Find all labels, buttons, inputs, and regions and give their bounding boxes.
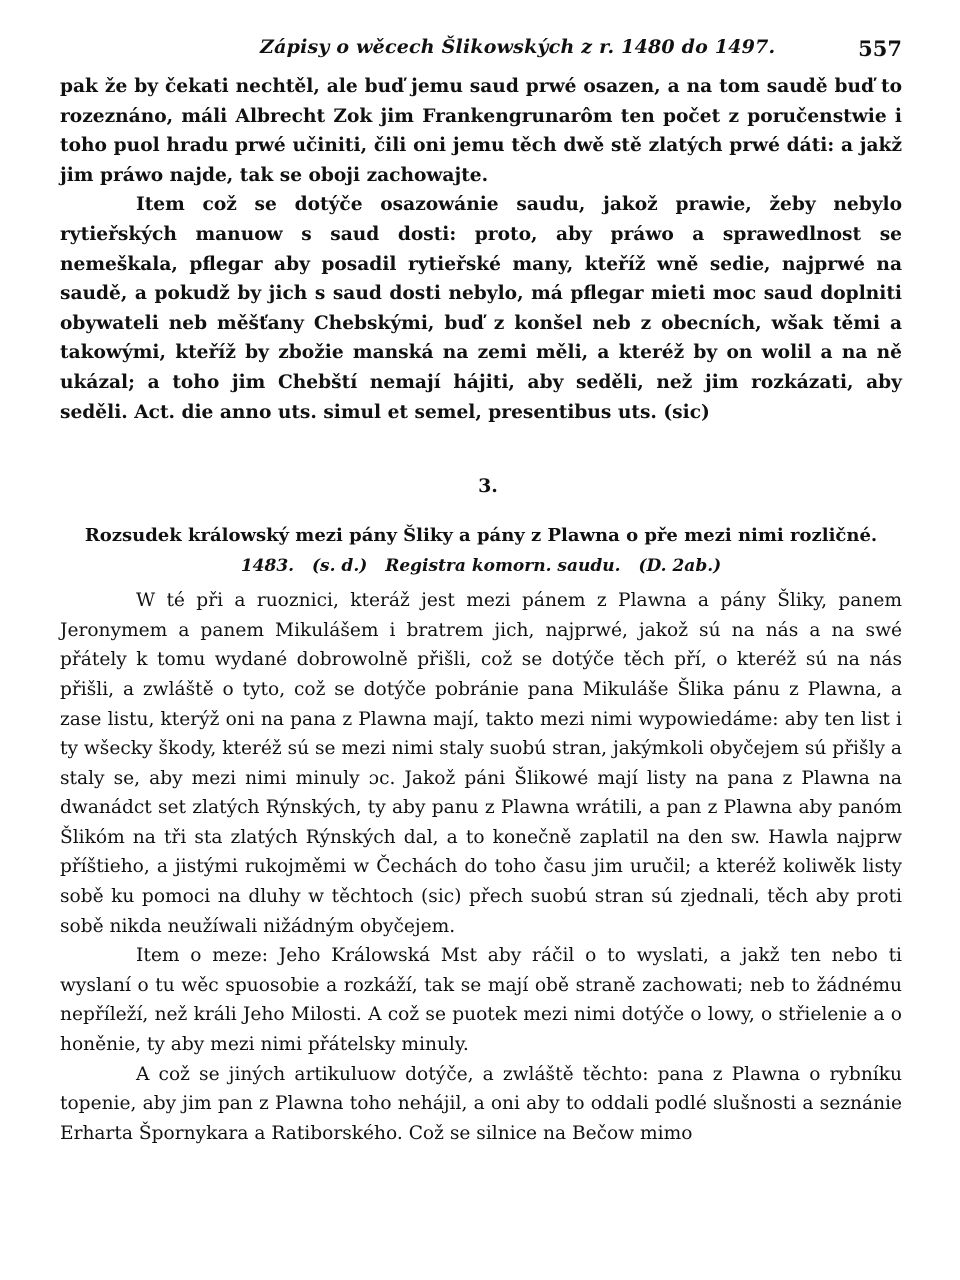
- document-meta: [60, 556, 902, 576]
- body-paragraph: Item o meze: Jeho Králowská Mst aby ráčil o to wyslati, a jakž ten nebo ti wyslaní o tu wěc spuosobie a rozkáží, tak se mají obě straně zachowati; neb to žádnému nepříleží, než králi Jeho Milosti. A což se puotek mezi nimi dotýče o lowy, o střielenie a o honěnie, ty aby mezi nimi přátelsky minuly.: [60, 945, 902, 1056]
- body-paragraph: pak že by čekati nechtěl, ale buď jemu saud prwé osazen, a na tom saudě buď to rozeznáno, máli Albrecht Zok jim Frankengrunarôm ten počet z poručenstwie i toho puol hradu prwé učiniti, čili oni jemu těch dwě stě zlatých prwé dáti: a jakž jim práwo najde, tak se oboji zachowajte.: [60, 76, 902, 186]
- body-paragraph: W té při a ruoznici, kteráž jest mezi pánem z Plawna a pány Šliky, panem Jeronymem a panem Mikulášem i bratrem jich, najprwé, jakož sú na nás a na swé přátely k tomu wydané dobrowolně přišli, což se dotýče těch pří, o kteréž sú na nás přišli, a zwláště o tyto, což se dotýče pobránie pana Mikuláše Šlika pánu z Plawna, a zase listu, kterýž oni na pana z Plawna mají, takto mezi nimi wypowiedáme: aby ten list i ty wšecky škody, kteréž sú se mezi nimi staly suobú stran, jakýmkoli obyčejem sú přišly a staly se, aby mezi nimi minuly ɔc. Jakož páni Šlikowé mají listy na pana z Plawna na dwanádct set zlatých Rýnských, ty aby panu z Plawna wrátili, a pan z Plawna aby panóm Šlikóm na tři sta zlatých Rýnských dal, a to konečně zaplatil na den sw. Hawla najprw příštieho, a jistými rukojměmi w Čechách do toho času jim uručil; a kteréž koliwěk listy sobě ku pomoci na dluhy w těchtoch (sic) přech suobú stran sú zjednali, těch aby proti sobě nikda neužíwali nižádným obyčejem.: [60, 590, 902, 937]
- meta-reference: (D. 2ab.): [638, 556, 722, 577]
- document-title: Rozsudek králowský mezi pány Šliky a pány z Plawna o pře mezi nimi rozličné.: [84, 525, 878, 547]
- running-title: Zápisy o wěcech Šlikowských z r. 1480 do 1497.: [260, 36, 776, 58]
- meta-year: 1483.: [240, 556, 295, 577]
- meta-date: (s. d.): [311, 556, 368, 577]
- body-paragraph: Item což se dotýče osazowánie saudu, jakož prawie, žeby nebylo rytieřských manuow s saud dosti: proto, aby práwo a sprawedlnost se nemeškala, pflegar aby posadil rytieřské many, kteříž wně sedie, najprwé na saudě, a pokudž by jich s saud dosti nebylo, má pflegar mieti moc saud doplniti obywateli neb měšťany Chebskými, buď z konšel neb z obecních, wšak těmi a takowými, kteříž by zbožie manská na zemi měli, a kteréž by on wolil a na ně ukázal; a toho jim Chebští nemají hájiti, aby seděli, než jim rozkázati, aby seděli. Act. die anno uts. simul et semel, presentibus uts. (sic): [60, 194, 902, 423]
- body-paragraph: A což se jiných artikuluow dotýče, a zwláště těchto: pana z Plawna o rybníku topenie, aby jim pan z Plawna toho nehájil, a oni aby to oddali podlé slušnosti a seznánie Erharta Špornykara a Ratiborského. Což se silnice na Bečow mimo: [60, 1063, 902, 1144]
- running-header: [60, 36, 902, 72]
- page: [60, 36, 902, 1148]
- page-number: 557: [858, 36, 902, 61]
- meta-source: Registra komorn. saudu.: [385, 556, 621, 577]
- section-number: 3.: [478, 475, 498, 498]
